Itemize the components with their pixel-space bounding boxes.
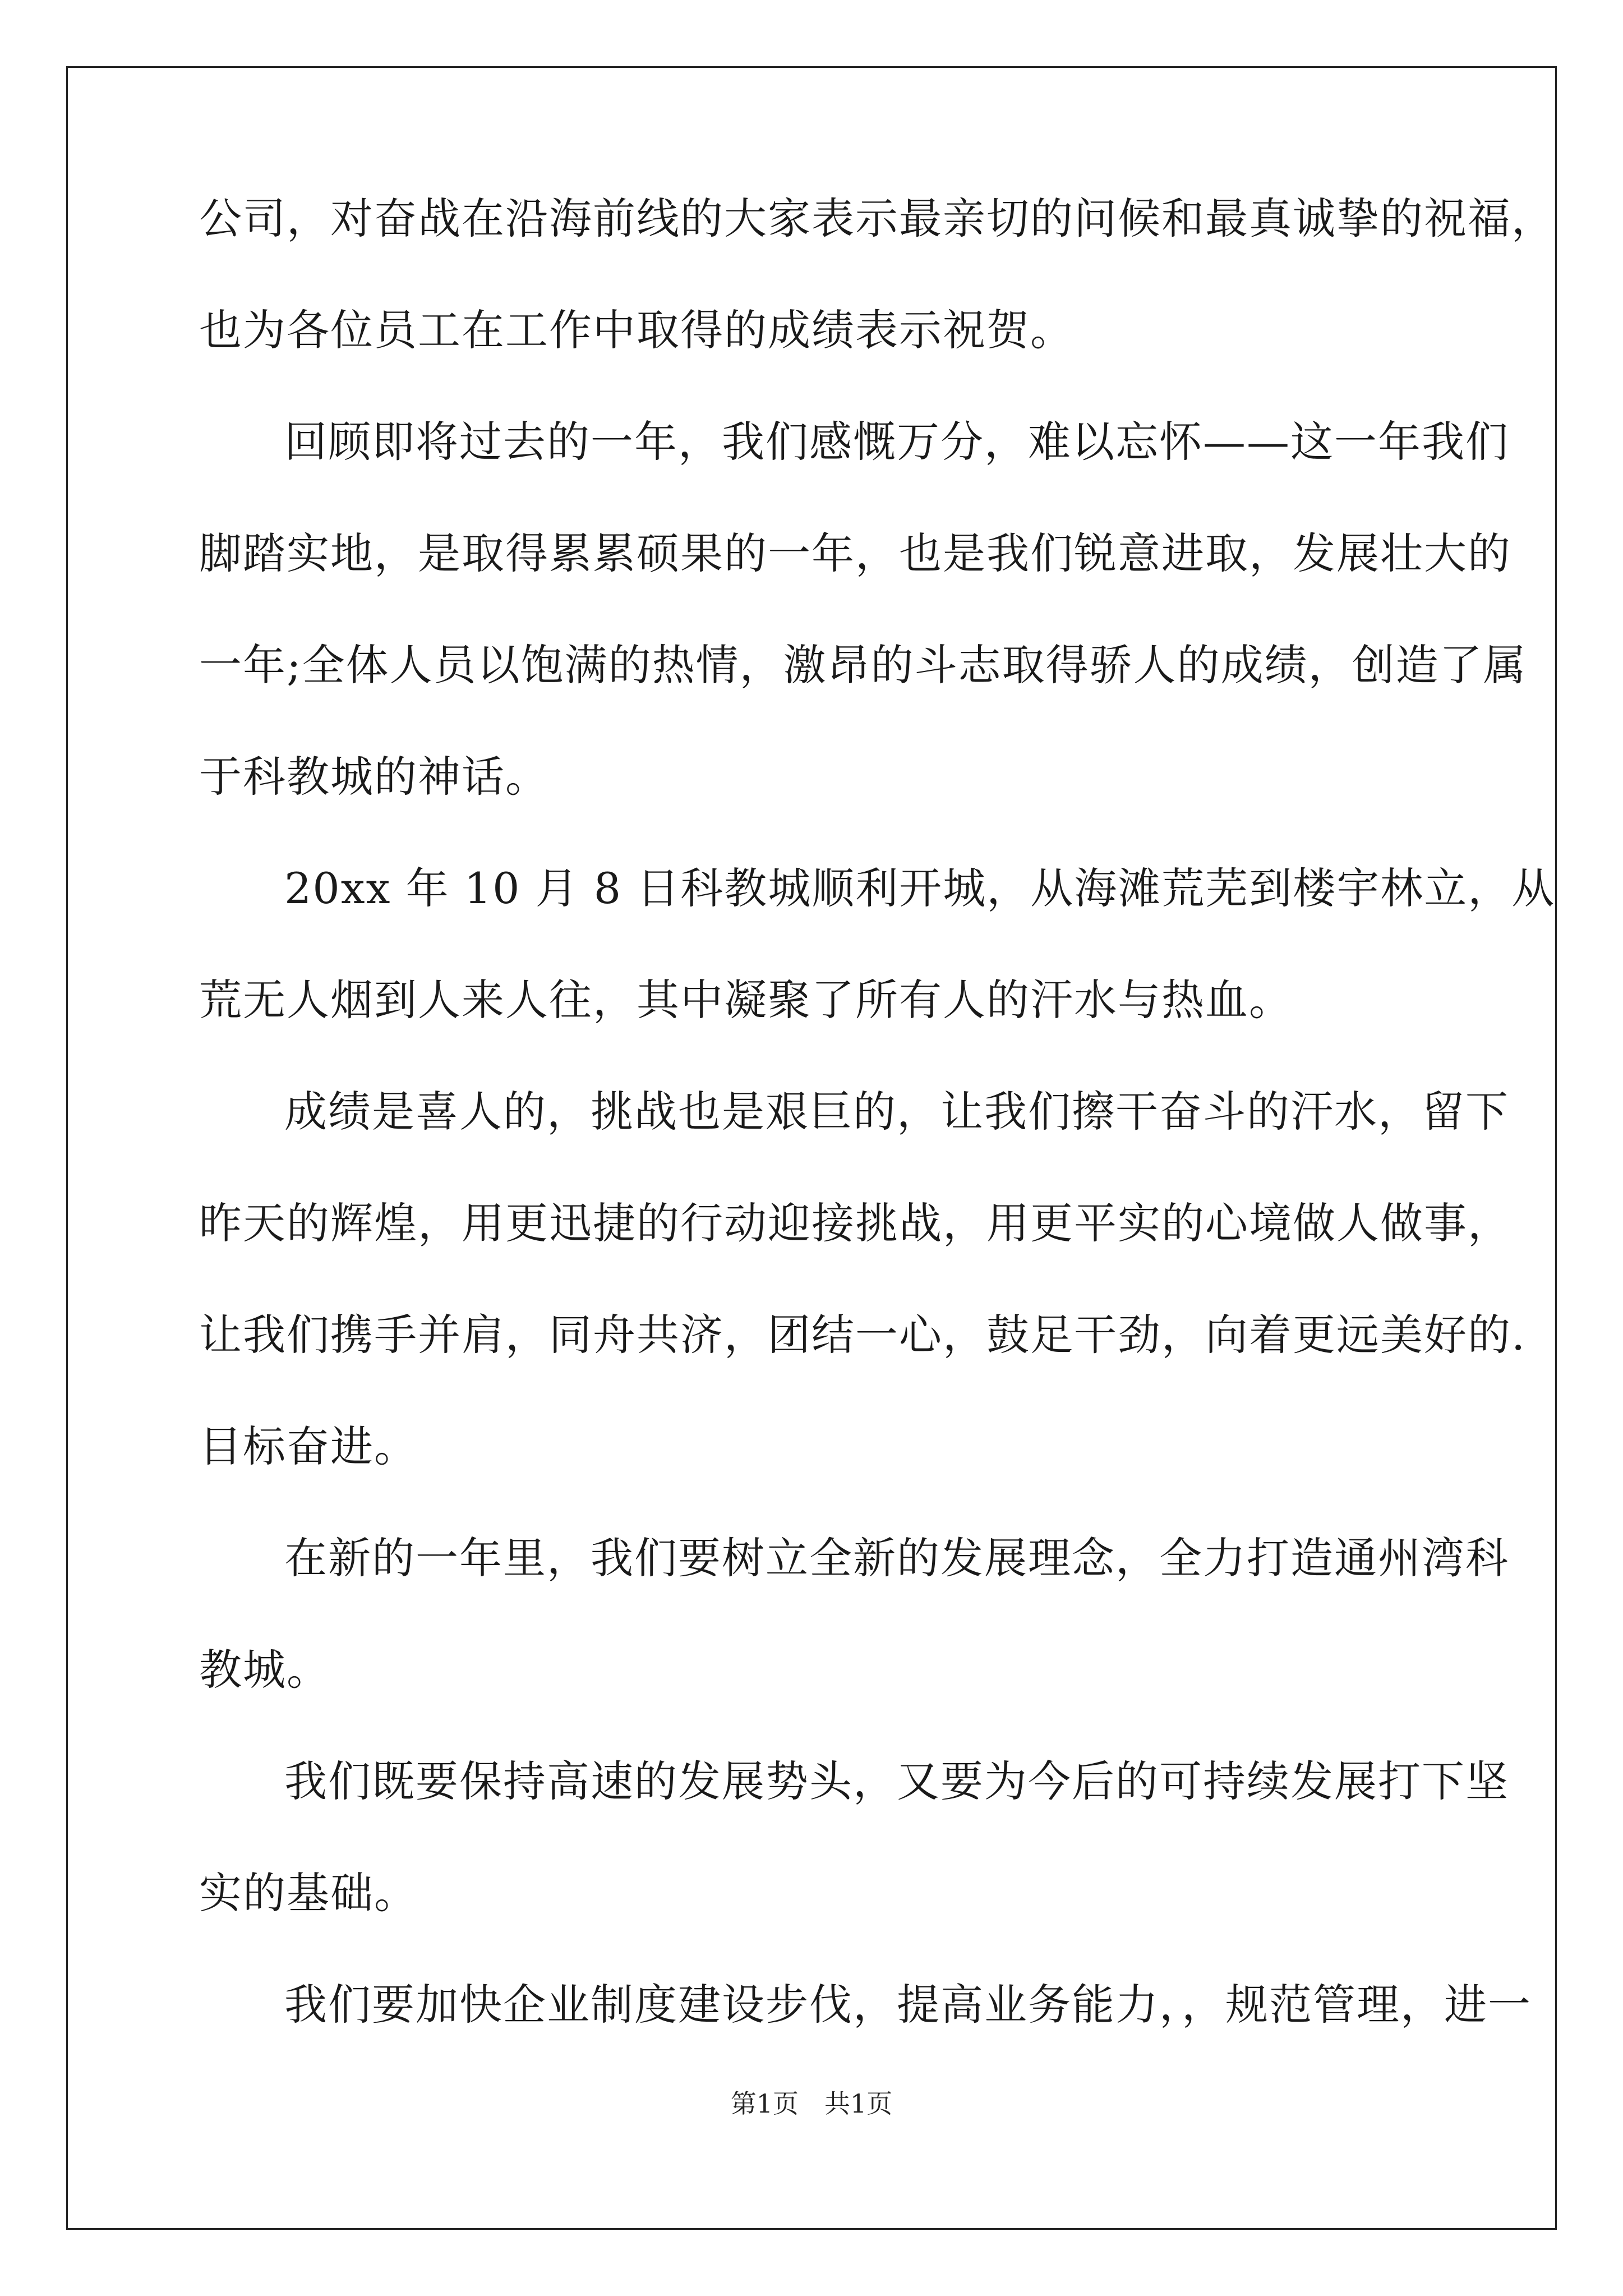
document-body xyxy=(199,185,1556,2083)
page-number-footer: 第1页 共1页 xyxy=(730,2088,893,2119)
text-line: 荒无人烟到人来人往，其中凝聚了所有人的汗水与热血。 xyxy=(199,975,1293,1025)
text-line: 教城。 xyxy=(199,1645,330,1695)
text-line: 实的基础。 xyxy=(199,1868,418,1918)
text-line: 一年;全体人员以饱满的热情，激昂的斗志取得骄人的成绩，创造了属 xyxy=(199,640,1527,690)
text-line: 于科教城的神话。 xyxy=(199,752,549,802)
paragraph-start-line: 回顾即将过去的一年，我们感慨万分，难以忘怀——这一年我们 xyxy=(284,417,1509,467)
text-line: 也为各位员工在工作中取得的成绩表示祝贺。 xyxy=(199,305,1074,355)
paragraph-start-line: 我们要加快企业制度建设步伐，提高业务能力，，规范管理，进一 xyxy=(284,1980,1532,2030)
text-line: 目标奋进。 xyxy=(199,1421,418,1471)
text-line: 脚踏实地，是取得累累硕果的一年，也是我们锐意进取，发展壮大的 xyxy=(199,528,1511,578)
text-line: 让我们携手并肩，同舟共济，团结一心，鼓足干劲，向着更远美好的. xyxy=(199,1310,1527,1360)
paragraph-start-line: 我们既要保持高速的发展势头，又要为今后的可持续发展打下坚 xyxy=(284,1756,1509,1806)
paragraph-start-line: 成绩是喜人的，挑战也是艰巨的，让我们擦干奋斗的汗水，留下 xyxy=(284,1087,1509,1137)
text-line: 公司，对奋战在沿海前线的大家表示最亲切的问候和最真诚挚的祝福， xyxy=(199,194,1555,243)
text-line: 昨天的辉煌，用更迅捷的行动迎接挑战，用更平实的心境做人做事， xyxy=(199,1198,1511,1248)
paragraph-start-line: 20xx 年 10 月 8 日科教城顺利开城，从海滩荒芜到楼宇林立，从 xyxy=(284,863,1556,913)
paragraph-start-line: 在新的一年里，我们要树立全新的发展理念，全力打造通州湾科 xyxy=(284,1533,1509,1583)
